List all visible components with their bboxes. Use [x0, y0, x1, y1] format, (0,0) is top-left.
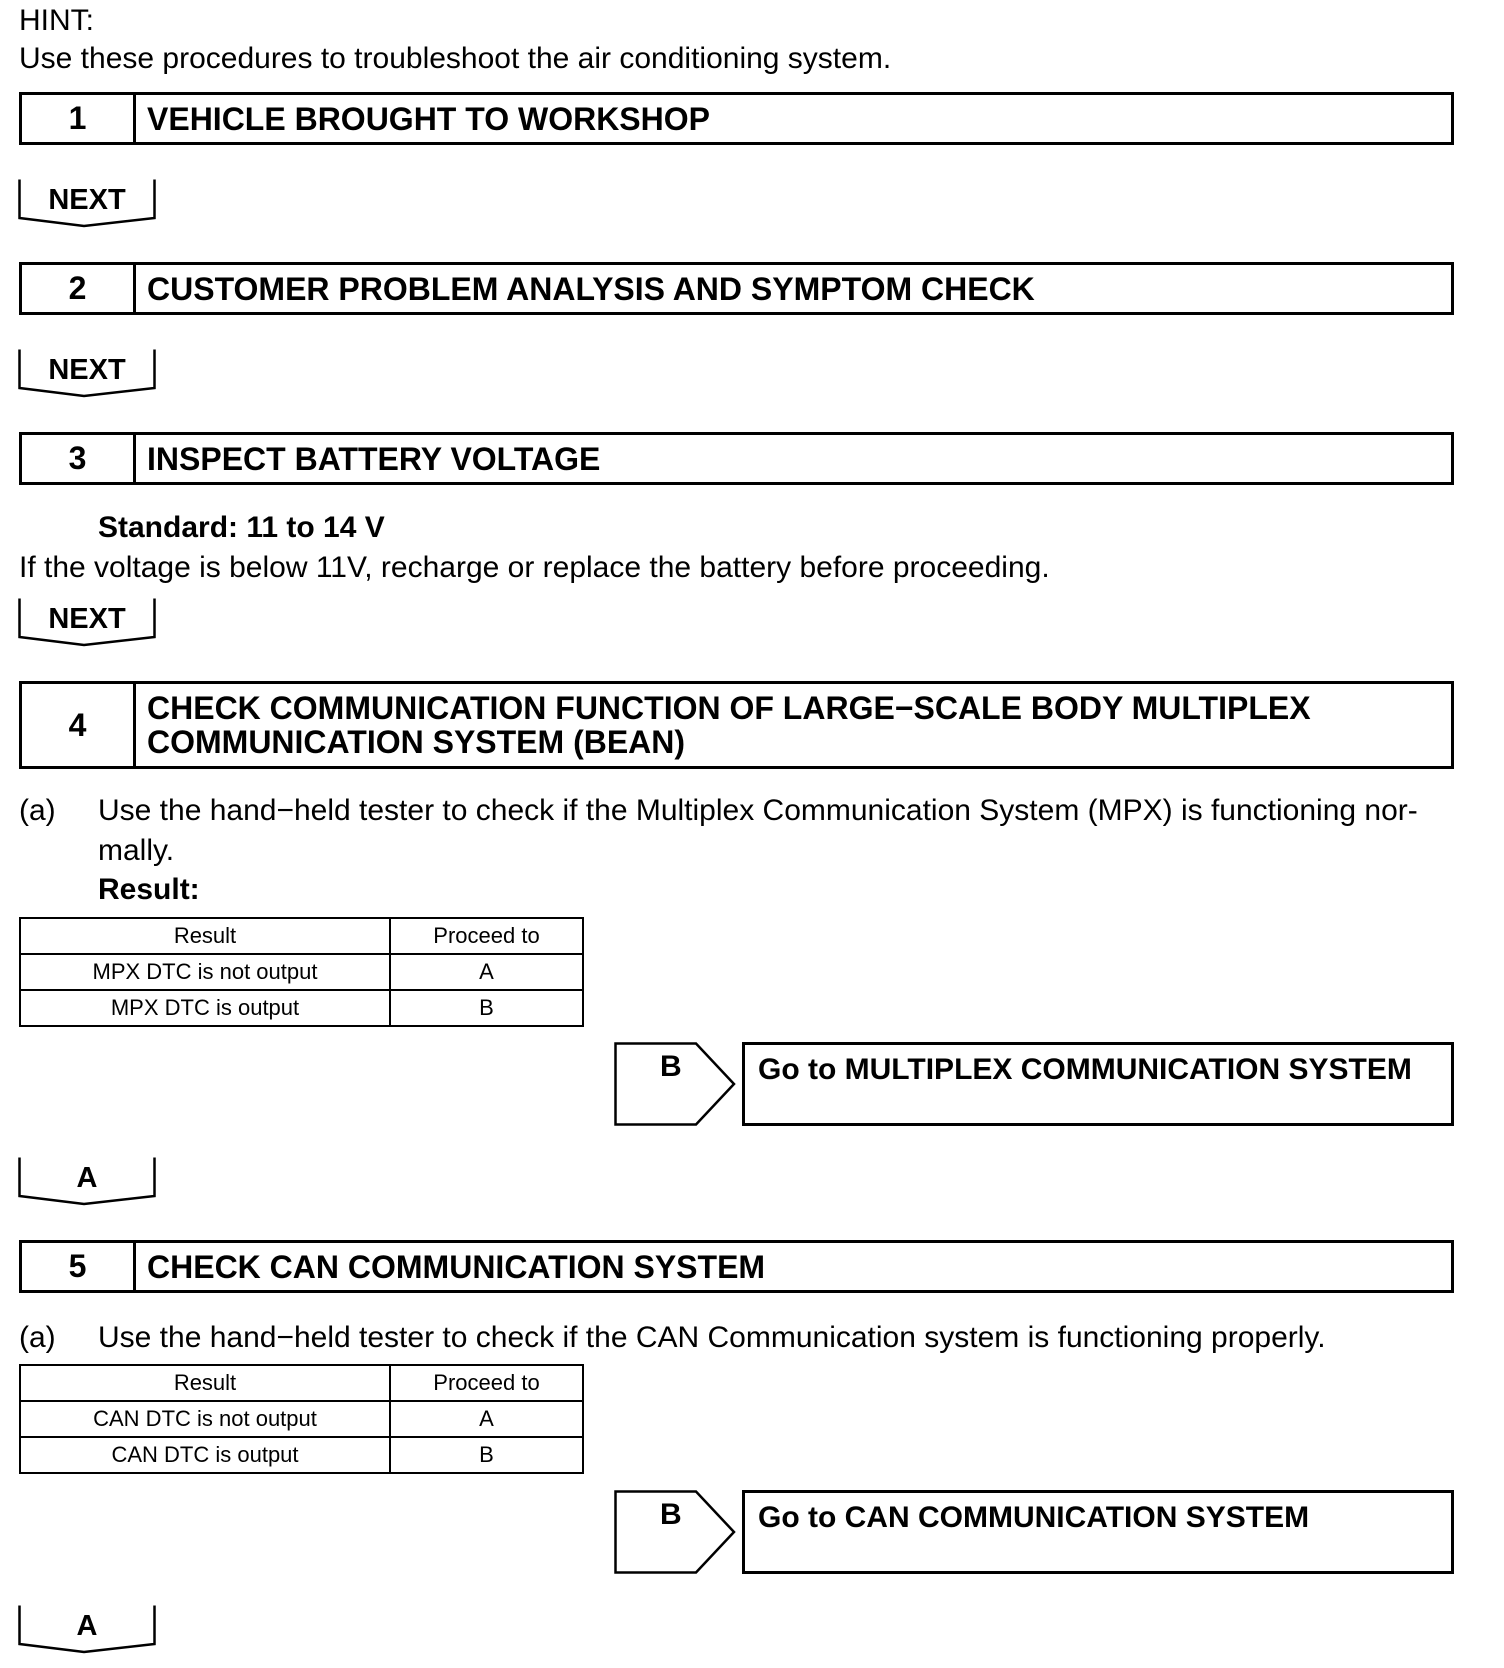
- next-label: NEXT: [48, 184, 126, 216]
- step-3-header: [19, 432, 1454, 485]
- next-button[interactable]: [18, 597, 156, 649]
- step-5-header: [19, 1240, 1454, 1293]
- step-title-line: CHECK COMMUNICATION FUNCTION OF LARGE−SCALE BODY MULTIPLEX: [147, 690, 1311, 726]
- table-cell: CAN DTC is output: [20, 1437, 390, 1473]
- step-2-header: [19, 262, 1454, 315]
- item-marker: (a): [19, 1321, 56, 1354]
- table-cell: MPX DTC is not output: [20, 954, 390, 990]
- table-header-row: [20, 1365, 583, 1401]
- table-header-cell: Result: [20, 1365, 390, 1401]
- table-row: [20, 1437, 583, 1473]
- branch-b-link[interactable]: [614, 1042, 1454, 1126]
- branch-letter: B: [660, 1498, 682, 1531]
- branch-target-box: [742, 1490, 1454, 1574]
- continue-a-button[interactable]: [18, 1604, 156, 1656]
- result-label: Result:: [98, 873, 200, 906]
- branch-letter: B: [660, 1050, 682, 1083]
- next-button[interactable]: [18, 348, 156, 400]
- next-label: NEXT: [48, 603, 126, 635]
- table-row: [20, 1401, 583, 1437]
- branch-target-box: [742, 1042, 1454, 1126]
- table-row: [20, 954, 583, 990]
- instruction-text: Use the hand−held tester to check if the CAN Communication system is functioning properly.: [98, 1321, 1326, 1354]
- branch-label: Go to CAN COMMUNICATION SYSTEM: [758, 1501, 1310, 1534]
- branch-label: Go to MULTIPLEX COMMUNICATION SYSTEM: [758, 1053, 1412, 1086]
- table-cell: MPX DTC is output: [20, 990, 390, 1026]
- continue-a-button[interactable]: [18, 1156, 156, 1208]
- table-row: [20, 990, 583, 1026]
- step-title-line: COMMUNICATION SYSTEM (BEAN): [147, 724, 686, 760]
- battery-note: If the voltage is below 11V, recharge or replace the battery before proceeding.: [19, 551, 1050, 584]
- hint-label: HINT:: [19, 4, 94, 37]
- result-table: [19, 917, 584, 1027]
- step-title: VEHICLE BROUGHT TO WORKSHOP: [147, 100, 710, 137]
- item-marker: (a): [19, 794, 56, 827]
- table-cell: CAN DTC is not output: [20, 1401, 390, 1437]
- next-label: NEXT: [48, 354, 126, 386]
- step-number: 4: [22, 684, 136, 766]
- step-number: 1: [22, 95, 136, 142]
- table-cell: B: [390, 1437, 583, 1473]
- step-number: 2: [22, 265, 136, 312]
- table-cell: B: [390, 990, 583, 1026]
- step-number: 5: [22, 1243, 136, 1290]
- table-header-cell: Proceed to: [390, 1365, 583, 1401]
- step-title: INSPECT BATTERY VOLTAGE: [147, 440, 601, 477]
- step-4-header: [19, 681, 1454, 769]
- step-1-header: [19, 92, 1454, 145]
- table-header-cell: Proceed to: [390, 918, 583, 954]
- step-title: CUSTOMER PROBLEM ANALYSIS AND SYMPTOM CHECK: [147, 270, 1035, 307]
- step-title: CHECK CAN COMMUNICATION SYSTEM: [147, 1248, 766, 1285]
- step-number: 3: [22, 435, 136, 482]
- hint-text: Use these procedures to troubleshoot the air conditioning system.: [19, 42, 892, 75]
- step-title: [147, 684, 1441, 766]
- table-cell: A: [390, 1401, 583, 1437]
- result-table: [19, 1364, 584, 1474]
- table-header-row: [20, 918, 583, 954]
- branch-b-link[interactable]: [614, 1490, 1454, 1574]
- continue-label: A: [76, 1610, 98, 1642]
- table-header-cell: Result: [20, 918, 390, 954]
- continue-label: A: [76, 1162, 98, 1194]
- table-cell: A: [390, 954, 583, 990]
- standard-value: Standard: 11 to 14 V: [98, 511, 385, 544]
- next-button[interactable]: [18, 178, 156, 230]
- instruction-text: Use the hand−held tester to check if the Multiplex Communication System (MPX) is functioning nor-: [98, 794, 1418, 827]
- instruction-text: mally.: [98, 834, 175, 867]
